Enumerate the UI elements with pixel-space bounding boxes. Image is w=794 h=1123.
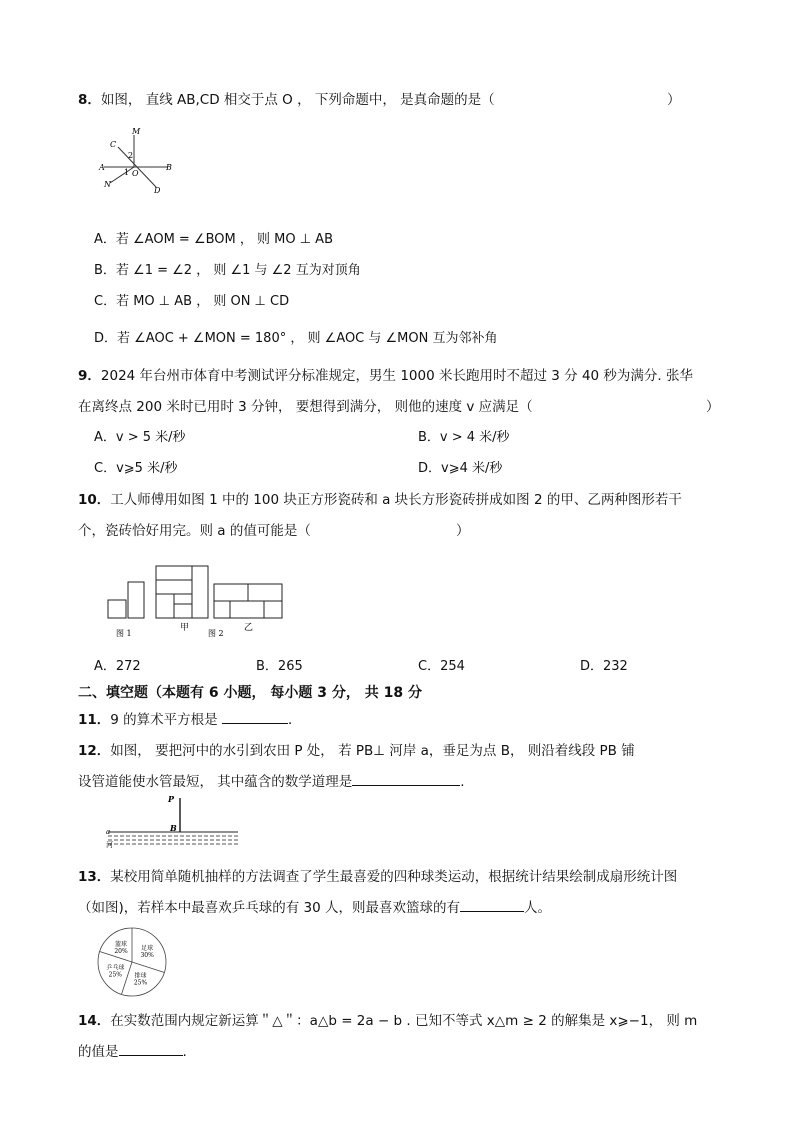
q11 bbox=[78, 708, 301, 728]
q10-option-a: A．272 bbox=[94, 659, 141, 674]
q14-answer-blank[interactable] bbox=[119, 1041, 183, 1056]
label-yi: 乙 bbox=[244, 623, 254, 633]
q8-option-d: D．若 ∠AOC + ∠MON = 180° ， 则 ∠AOC 与 ∠MON 互为邻补角 bbox=[94, 331, 498, 346]
q13-text-2: （如图)，若样本中最喜欢乒乓球的有 30 人，则最喜欢篮球的有 bbox=[78, 900, 461, 916]
pie-slice-label: 排球 bbox=[134, 972, 147, 980]
label-p: P bbox=[168, 794, 175, 804]
q10-line1 bbox=[78, 488, 682, 508]
pie-chart bbox=[92, 926, 172, 998]
pie-slice-label: 足球 bbox=[141, 945, 154, 953]
q13-answer-blank[interactable] bbox=[460, 897, 524, 912]
shape-jia bbox=[156, 566, 208, 618]
q8-stem bbox=[78, 88, 495, 108]
label-angle-1: 1 bbox=[124, 168, 130, 177]
q13-end: 人。 bbox=[524, 900, 552, 916]
q13-line1 bbox=[78, 865, 677, 885]
q13-line2 bbox=[78, 896, 551, 916]
q14-text-2: 的值是 bbox=[78, 1044, 119, 1060]
q10-option-d: D．232 bbox=[580, 659, 628, 674]
q11-number: 11． bbox=[78, 712, 111, 728]
q9-close-paren: ） bbox=[706, 399, 720, 415]
q12-line2 bbox=[78, 770, 465, 790]
q14-text-1: 在实数范围内规定新运算＂△＂：a△b = 2a − b . 已知不等式 x△m ≥ 2 的解集是 x⩾−1， 则 m bbox=[110, 1013, 698, 1029]
q8-number: 8． bbox=[78, 92, 101, 108]
q10-figure bbox=[104, 562, 288, 642]
label-n: N bbox=[104, 180, 111, 189]
q14-line1 bbox=[78, 1009, 697, 1029]
q12-text-1: 如图， 要把河中的水引到农田 P 处， 若 PB⊥ 河岸 a，垂足为点 B， 则沿着线段 PB 铺 bbox=[110, 743, 635, 759]
label-angle-2: 2 bbox=[128, 151, 134, 160]
q8-text: 如图， 直线 AB,CD 相交于点 O ， 下列命题中， 是真命题的是（ bbox=[100, 92, 495, 108]
q8-option-a: A．若 ∠AOM = ∠BOM ， 则 MO ⊥ AB bbox=[94, 232, 333, 247]
q8-option-c: C．若 MO ⊥ AB ， 则 ON ⊥ CD bbox=[94, 294, 290, 309]
q9-line2: 在离终点 200 米时已用时 3 分钟， 要想得到满分， 则他的速度 v 应满足（ bbox=[78, 399, 533, 415]
q12-line1 bbox=[78, 739, 635, 759]
q11-end: ． bbox=[287, 712, 302, 728]
q9-line1 bbox=[78, 364, 693, 384]
q10-number: 10． bbox=[78, 492, 111, 508]
label-fig2: 图 2 bbox=[208, 629, 224, 638]
q10-option-b: B．265 bbox=[256, 659, 303, 674]
q9-option-b: B．v > 4 米/秒 bbox=[418, 430, 510, 445]
q8-figure-lines bbox=[96, 125, 186, 195]
q11-text: 9 的算术平方根是 bbox=[110, 712, 218, 728]
label-river: 河 bbox=[106, 841, 113, 849]
label-o: O bbox=[132, 169, 139, 178]
label-a: a bbox=[106, 828, 111, 836]
q12-answer-blank[interactable] bbox=[352, 771, 460, 786]
q9-option-a: A．v > 5 米/秒 bbox=[94, 430, 186, 445]
q8-close-paren: ） bbox=[667, 92, 681, 108]
q10-text-1: 工人师傅用如图 1 中的 100 块正方形瓷砖和 a 块长方形瓷砖拼成如图 2 的甲、乙两种图形若干 bbox=[110, 492, 682, 508]
pie-slice-value: 30% bbox=[140, 952, 154, 960]
q12-figure bbox=[104, 792, 240, 850]
q12-number: 12． bbox=[78, 743, 111, 759]
pie-slice-label: 乒乓球 bbox=[106, 964, 125, 972]
label-fig1: 图 1 bbox=[116, 629, 132, 638]
q8-option-b: B．若 ∠1 = ∠2 ， 则 ∠1 与 ∠2 互为对顶角 bbox=[94, 263, 361, 278]
q10-close-paren: ） bbox=[456, 523, 470, 539]
q9-number: 9． bbox=[78, 368, 101, 384]
q14-number: 14． bbox=[78, 1013, 111, 1029]
pie-slice-value: 25% bbox=[133, 979, 148, 987]
ray-on bbox=[110, 167, 134, 183]
q9-option-c: C．v⩾5 米/秒 bbox=[94, 461, 178, 476]
q13-text-1: 某校用简单随机抽样的方法调查了学生最喜爱的四种球类运动，根据统计结果绘制成扇形统计图 bbox=[110, 869, 678, 885]
q13-number: 13． bbox=[78, 869, 111, 885]
q9-option-d: D．v⩾4 米/秒 bbox=[418, 461, 503, 476]
label-a: A bbox=[99, 163, 105, 172]
section-heading: 二、填空题（本题有 6 小题， 每小题 3 分， 共 18 分 bbox=[78, 685, 422, 701]
label-c: C bbox=[110, 140, 117, 149]
square-tile bbox=[108, 600, 126, 618]
pie-slice-label: 篮球 bbox=[115, 940, 128, 948]
q14-end: . bbox=[182, 1044, 187, 1060]
label-b: B bbox=[170, 823, 177, 833]
q12-end: . bbox=[460, 774, 465, 790]
label-m: M bbox=[132, 127, 141, 136]
pie-slice-value: 20% bbox=[114, 947, 128, 955]
q10-line2: 个，瓷砖恰好用完。则 a 的值可能是（ bbox=[78, 523, 311, 539]
label-b: B bbox=[166, 163, 172, 172]
label-jia: 甲 bbox=[180, 623, 190, 633]
rectangle-tile bbox=[128, 582, 144, 618]
pie-slice-value: 25% bbox=[108, 971, 123, 979]
q14-line2 bbox=[78, 1040, 187, 1060]
q11-answer-blank[interactable] bbox=[222, 709, 288, 724]
q10-option-c: C．254 bbox=[418, 659, 465, 674]
q9-text-1: 2024 年台州市体育中考测试评分标准规定，男生 1000 米长跑用时不超过 3 分 40 秒为满分. 张华 bbox=[100, 368, 694, 384]
q12-text-2: 设管道能使水管最短， 其中蕴含的数学道理是 bbox=[78, 774, 353, 790]
label-d: D bbox=[154, 186, 161, 195]
